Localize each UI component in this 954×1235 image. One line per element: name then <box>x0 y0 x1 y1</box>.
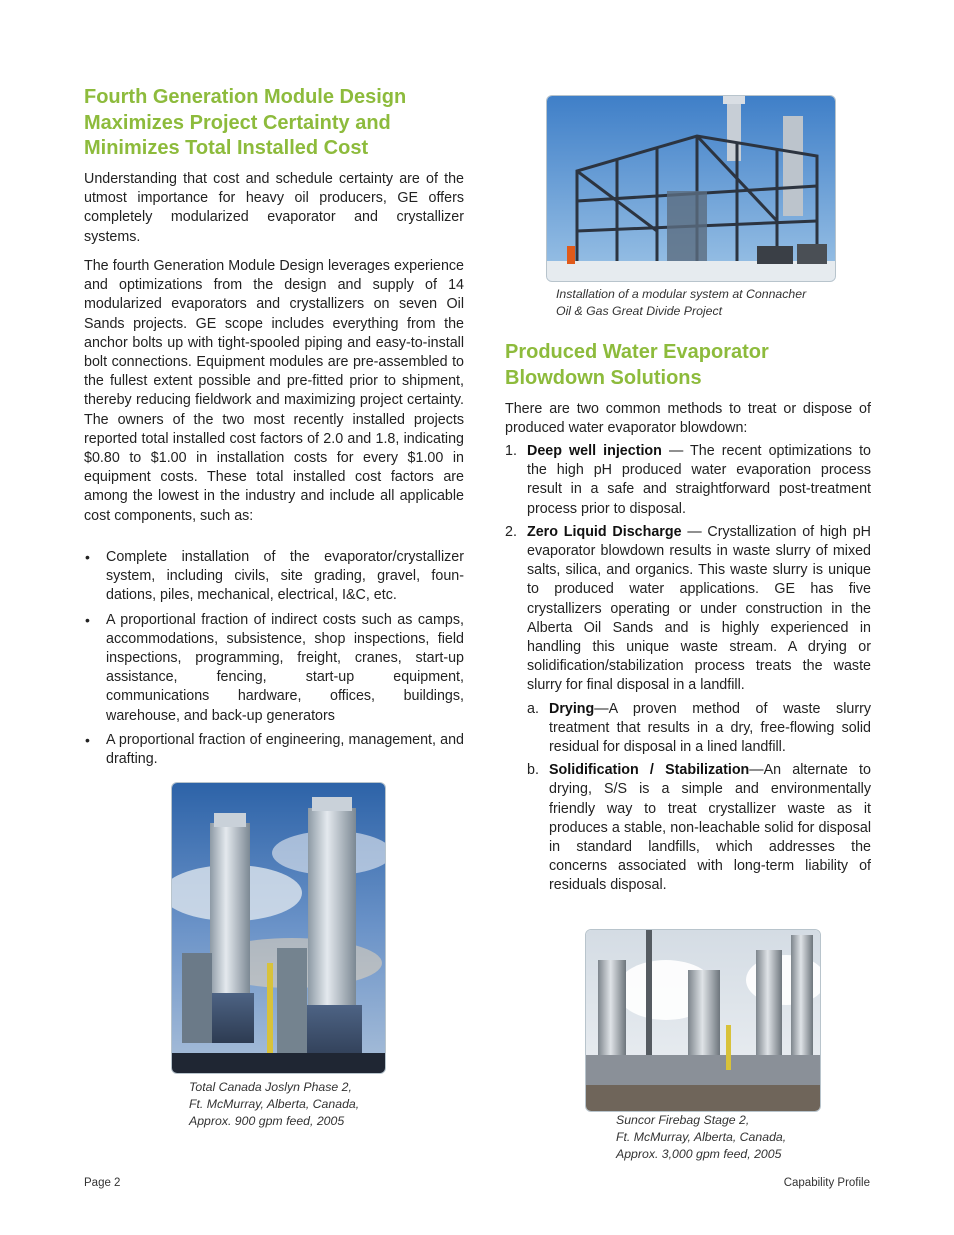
list-item <box>505 523 871 896</box>
caption-line: Approx. 3,000 gpm feed, 2005 <box>616 1147 782 1161</box>
list-term: Deep well injection <box>527 443 662 459</box>
caption-line: Total Canada Joslyn Phase 2, <box>189 1080 352 1094</box>
list-item <box>527 700 871 758</box>
caption-joslyn <box>189 1079 409 1130</box>
caption-line: Suncor Firebag Stage 2, <box>616 1113 750 1127</box>
list-item: • A proportional fraction of engineering, management, and drafting. <box>84 731 464 769</box>
list-item: • A proportional fraction of indirect costs such as camps, accommodations, subsistence, shop inspections, field inspections, programming, freight, cranes, start-up assistance, fencing, start-up equipment, communications hardware, offices, buildings, warehouse, and back-up generators <box>84 611 464 726</box>
list-text: — The recent optimizations to the high pH produced water evaporation process result in a safe and straightforward post-treatment process prior to disposal. <box>527 443 871 517</box>
list-item <box>527 761 871 895</box>
zld-options-list <box>527 700 871 896</box>
section-heading-blowdown: Produced Water Evaporator Blowdown Solutions <box>505 341 769 389</box>
paragraph-module-design: The fourth Generation Module Design leverages experience and optimizations from the design and supply of 14 modularized evaporators and crystallizers on seven Oil Sands projects. GE scope includes everything from the anchor bolts up with tight-spooled piping and easy-to-install bolt connections. Equipment modules are pre-assembled to the fullest extent possible and pre-fitted prior to shipment, thereby reducing fieldwork and maximizing project certainty. The owners of the two most recently installed projects reported total installed cost factors of 2.0 and 1.8, indicating $0.80 to $1.00 in installation costs for every $1.00 in equipment costs. These total installed cost factors are among the lowest in the industry and include all applicable cost components, such as: <box>84 258 464 524</box>
caption-line: Oil & Gas Great Divide Project <box>556 304 723 318</box>
list-text: —An alternate to drying, S/S is a simple and environmentally friendly way to treat crystallizer waste as it produces a stable, non-leachable solid for disposal in standard landfills, which addresses the concerns associated with long-term liability of residuals disposal. <box>549 762 871 894</box>
list-letter: b. <box>527 762 539 779</box>
paragraph-blowdown-intro: There are two common methods to treat or dispose of produced water evaporator blowdown: <box>505 401 871 437</box>
document-title: Capability Profile <box>783 1177 870 1189</box>
list-number: 1. <box>505 443 517 459</box>
photo-suncor-firebag <box>585 929 821 1112</box>
section-heading-module-design: Fourth Generation Module Design Maximizes Project Certainty and Minimizes Total Installed Cost <box>84 86 407 159</box>
blowdown-methods-list <box>505 442 871 900</box>
caption-line: Approx. 900 gpm feed, 2005 <box>189 1114 345 1128</box>
list-number: 2. <box>505 523 517 540</box>
list-letter: a. <box>527 700 539 717</box>
caption-line: Ft. McMurray, Alberta, Canada, <box>189 1097 360 1111</box>
cost-components-list <box>84 548 464 774</box>
list-term: Solidification / Stabilization <box>549 762 750 779</box>
caption-line: Installation of a modular system at Connacher <box>556 287 807 301</box>
photo-joslyn-towers <box>171 782 386 1074</box>
caption-line: Ft. McMurray, Alberta, Canada, <box>616 1130 787 1144</box>
list-item <box>505 442 871 519</box>
caption-suncor <box>616 1112 836 1163</box>
list-item: • Complete installation of the evaporator/crystallizer system, including civils, site grading, gravel, foundations, piles, mechanical, electrical, I&C, etc. <box>84 548 464 606</box>
list-text: —A proven method of waste slurry treatment that results in a dry, free-flowing solid residual for disposal in a lined landfill. <box>549 700 871 756</box>
list-term: Drying <box>549 700 595 717</box>
caption-connacher <box>556 286 846 320</box>
page-number: Page 2 <box>84 1177 121 1189</box>
list-text: — Crystallization of high pH evaporator blowdown results in waste slurry of mixed salts, silica, and organics. This waste slurry is unique to produced water applications. GE has five crystallizers operating or under construction in the Alberta Oil Sands and is highly experienced in handling this unique waste stream. A drying or solidification/stabilization process treats the waste slurry for final disposal in a landfill. <box>527 523 871 694</box>
paragraph-intro: Understanding that cost and schedule certainty are of the utmost importance for heavy oil producers, GE offers completely modularized evaporator and crystallizer systems. <box>84 171 464 245</box>
list-term: Zero Liquid Discharge <box>527 523 682 540</box>
photo-connacher-installation <box>546 95 836 282</box>
